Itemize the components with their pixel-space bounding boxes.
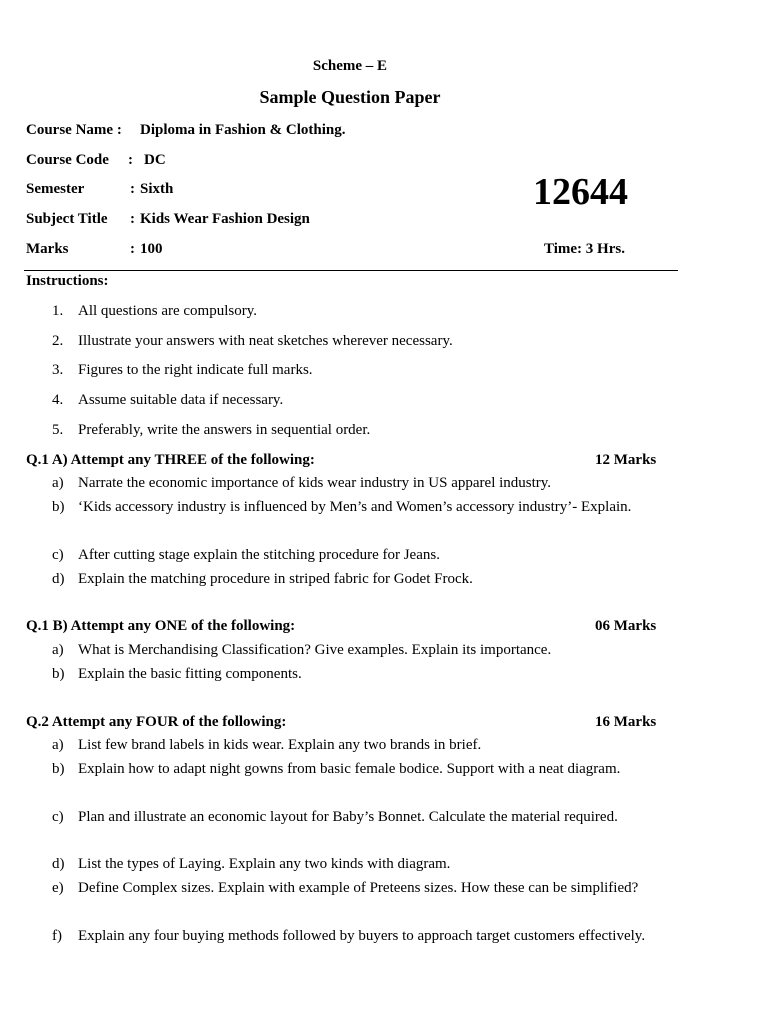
sub-question-letter: c) (52, 547, 64, 563)
instruction-text: Preferably, write the answers in sequential order. (78, 422, 371, 438)
sub-question-text: Narrate the economic importance of kids wear industry in US apparel industry. (78, 475, 552, 491)
instruction-number: 2. (52, 333, 64, 349)
sub-question-text: Explain the basic fitting components. (78, 666, 302, 682)
question-marks: 16 Marks (595, 714, 657, 730)
sub-question-letter: b) (52, 761, 65, 777)
semester-value: Sixth (140, 181, 174, 197)
sub-question-letter: e) (52, 880, 64, 896)
exam-time: Time: 3 Hrs. (544, 241, 625, 257)
sub-question-letter: c) (52, 809, 64, 825)
course-name-label: Course Name : (26, 122, 122, 138)
sub-question-text: Explain any four buying methods followed by buyers to approach target customers effectively. (78, 928, 646, 944)
instructions-heading: Instructions: (26, 273, 109, 289)
instruction-text: Illustrate your answers with neat sketches wherever necessary. (78, 333, 453, 349)
sub-question-text: Explain the matching procedure in striped fabric for Godet Frock. (78, 571, 473, 587)
sub-question-text: Explain how to adapt night gowns from basic female bodice. Support with a neat diagram. (78, 761, 621, 777)
course-name-value: Diploma in Fashion & Clothing. (140, 122, 346, 138)
sub-question-letter: d) (52, 571, 65, 587)
scheme-label: Scheme – E (312, 58, 388, 74)
instruction-number: 1. (52, 303, 64, 319)
sub-question-letter: b) (52, 666, 65, 682)
sub-question-letter: a) (52, 475, 64, 491)
sub-question-letter: b) (52, 499, 65, 515)
sub-question-text: List few brand labels in kids wear. Explain any two brands in brief. (78, 737, 482, 753)
sub-question-letter: d) (52, 856, 65, 872)
sub-question-letter: a) (52, 642, 64, 658)
sub-question-text: List the types of Laying. Explain any two kinds with diagram. (78, 856, 451, 872)
semester-colon: : (130, 181, 135, 197)
paper-code: 12644 (533, 171, 628, 213)
question-heading: Q.1 B) Attempt any ONE of the following: (26, 618, 296, 634)
course-code-value: DC (144, 152, 166, 168)
sub-question-text: Plan and illustrate an economic layout for Baby’s Bonnet. Calculate the material required. (78, 809, 618, 825)
course-code-colon: : (128, 152, 133, 168)
marks-colon: : (130, 241, 135, 257)
question-marks: 06 Marks (595, 618, 657, 634)
paper-title: Sample Question Paper (259, 87, 441, 107)
instruction-text: Figures to the right indicate full marks. (78, 362, 313, 378)
sub-question-letter: a) (52, 737, 64, 753)
instruction-number: 3. (52, 362, 64, 378)
sub-question-letter: f) (52, 928, 62, 944)
semester-label: Semester (26, 181, 85, 197)
subject-title-value: Kids Wear Fashion Design (140, 211, 310, 227)
subject-title-colon: : (130, 211, 135, 227)
question-heading: Q.2 Attempt any FOUR of the following: (26, 714, 287, 730)
sub-question-text: Define Complex sizes. Explain with example of Preteens sizes. How these can be simplified? (78, 880, 639, 896)
header-divider (24, 270, 678, 271)
instruction-number: 4. (52, 392, 64, 408)
subject-title-label: Subject Title (26, 211, 108, 227)
sub-question-text: ‘Kids accessory industry is influenced by Men’s and Women’s accessory industry’- Explain. (78, 499, 632, 515)
marks-value: 100 (140, 241, 163, 257)
course-code-label: Course Code (26, 152, 109, 168)
question-marks: 12 Marks (595, 452, 657, 468)
sub-question-text: After cutting stage explain the stitching procedure for Jeans. (78, 547, 440, 563)
marks-label: Marks (26, 241, 69, 257)
instruction-text: All questions are compulsory. (78, 303, 257, 319)
instruction-number: 5. (52, 422, 64, 438)
instruction-text: Assume suitable data if necessary. (78, 392, 284, 408)
sub-question-text: What is Merchandising Classification? Give examples. Explain its importance. (78, 642, 552, 658)
question-heading: Q.1 A) Attempt any THREE of the following: (26, 452, 315, 468)
